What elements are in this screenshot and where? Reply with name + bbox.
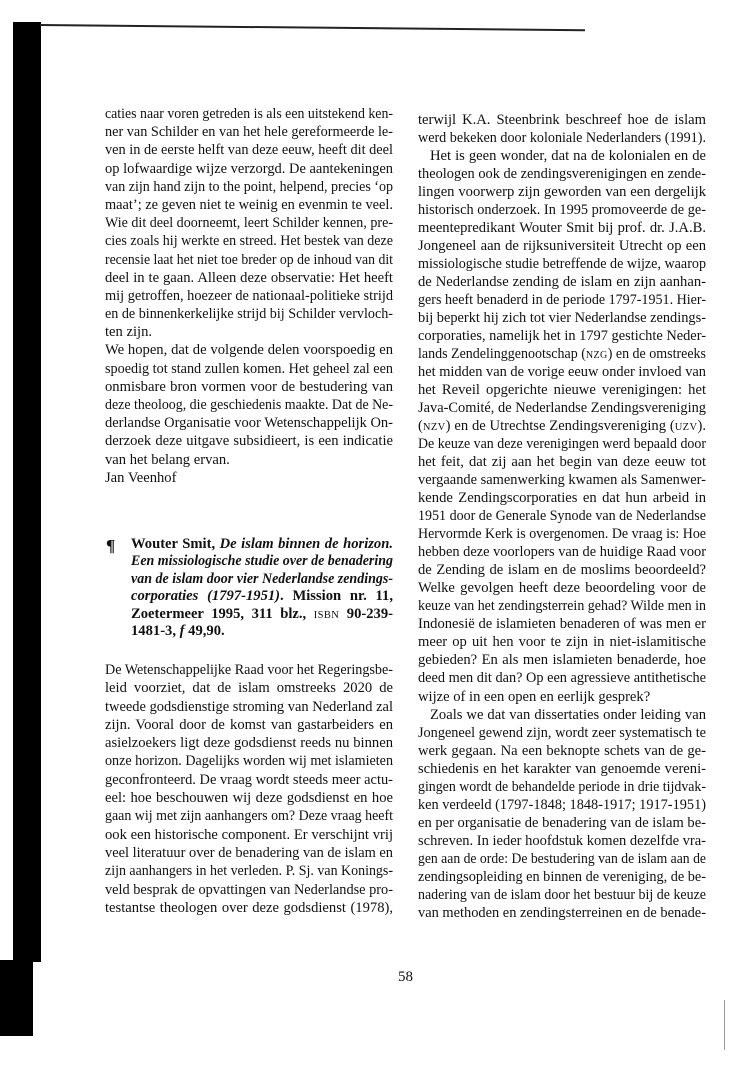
line-text: van methoden en zendingsterreinen en de benade- <box>418 904 706 921</box>
text-line <box>105 679 393 697</box>
small-caps-text: NZG <box>585 350 608 362</box>
line-text: derlandse Organisatie voor Wetenschappelijk On- <box>105 415 393 432</box>
small-caps-text: NZV <box>422 422 446 434</box>
line-text: deze theoloog, die geschiedenis maakte. Dat de Ne- <box>105 397 393 413</box>
text-line <box>105 698 393 716</box>
text-line <box>131 606 393 623</box>
line-text: historisch onderzoek. In 1995 promoveerde de ge- <box>418 202 706 219</box>
text-line <box>105 341 393 359</box>
text-line <box>131 623 393 640</box>
line-text: werd bekeken door koloniale Nederlanders (1991). <box>418 130 706 147</box>
line-text: werk gegaan. Na een beknopte schets van de ge- <box>418 742 706 759</box>
line-text: geconfronteerd. De vraag wordt steeds meer actu- <box>105 771 393 788</box>
text-line <box>105 661 393 679</box>
line-text: en per organisatie de benadering van de islam be- <box>418 814 706 831</box>
text-line <box>105 123 393 141</box>
text-line <box>418 129 706 147</box>
text-line <box>418 760 706 778</box>
text-line <box>418 543 706 561</box>
text-line <box>105 881 393 899</box>
text-line <box>418 886 706 904</box>
text-line <box>418 147 706 165</box>
line-text: Het is geen wonder, dat na de kolonialen en de <box>430 148 706 165</box>
text-line <box>105 826 393 844</box>
line-text: lingen voorwerp zijn geworden van een dergelijk <box>418 184 706 201</box>
line-text: deed men dit dan? Op een agressieve antithetische <box>418 670 706 687</box>
line-text: De keuze van deze verenigingen werd bepaald door <box>418 436 706 453</box>
line-text: Jan Veenhof <box>105 469 177 486</box>
text-line <box>105 862 393 880</box>
right-column-text <box>418 111 706 922</box>
text-line <box>418 453 706 471</box>
line-text-segment: 90-239- <box>339 605 394 622</box>
line-text: Wie dit deel doorneemt, leert Schilder kennen, pre- <box>105 215 393 232</box>
text-line <box>131 588 393 605</box>
line-text-segment: lands Zendelinggenootschap ( <box>418 346 586 363</box>
line-text: Jongeneel aan de rijksuniversiteit Utrecht op een <box>418 238 706 255</box>
text-line <box>418 579 706 597</box>
line-text-segment: van de islam door vier Nederlandse zendings- <box>131 570 393 587</box>
line-text: zijn aanhangers in het verleden. P. Sj. van Konings- <box>105 863 393 880</box>
line-text: leid voorziet, dat de islam omstreeks 2020 de <box>105 680 393 697</box>
line-text: recensie laat het niet toe breder op de inhoud van dit <box>105 251 393 268</box>
text-line <box>418 561 706 579</box>
text-line <box>105 451 393 469</box>
text-line <box>131 553 393 570</box>
text-line <box>105 899 393 917</box>
line-text: terwijl K.A. Steenbrink beschreef hoe de islam <box>418 112 706 128</box>
line-text: ner van Schilder en van het hele gereformeerde le- <box>105 124 393 141</box>
line-text: kende Zendingscorporaties en dat hun arbeid in <box>418 490 706 507</box>
line-text: schreven. In ieder hoofdstuk komen dezelfde vra- <box>418 832 706 849</box>
text-line <box>418 904 706 922</box>
text-line <box>418 814 706 832</box>
paragraph <box>105 469 393 487</box>
line-text: meer op uit hen voor te zijn in niet-islamitische <box>418 634 706 651</box>
pilcrow-marker: ¶ <box>106 536 116 555</box>
line-text-segment: ) en de Utrechtse Zendingsvereniging ( <box>445 418 675 435</box>
line-text: Hervormde Kerk is overgenomen. De vraag is: Hoe <box>418 526 706 543</box>
paragraph <box>418 111 706 147</box>
text-line <box>105 269 393 287</box>
text-line <box>418 237 706 255</box>
text-line <box>418 742 706 760</box>
paragraph <box>105 661 393 917</box>
text-line <box>418 850 706 868</box>
text-line <box>105 771 393 789</box>
text-line <box>418 381 706 399</box>
scan-edge-black-bar-lower <box>0 960 33 1036</box>
line-text: onze horizon. Dagelijks worden wij met islamieten <box>105 753 393 770</box>
line-text: meentepredikant Wouter Smit bij prof. dr. J.A.B. <box>418 220 706 237</box>
text-line <box>418 219 706 237</box>
text-line <box>105 232 393 250</box>
text-line <box>105 469 393 487</box>
line-text: derzoek deze uitgave subsidieert, is een indicatie <box>105 433 393 450</box>
line-text: hebben deze voorlopers van de huidige Raad voor <box>418 544 706 561</box>
line-text: ven in de eerste helft van deze eeuw, heeft dit deel <box>105 142 393 159</box>
scan-top-rule <box>40 24 585 31</box>
review-start-text <box>105 661 393 917</box>
line-text: deel in te gaan. Alleen deze observatie: Het heeft <box>105 269 393 286</box>
line-text: asielzoekers ligt deze godsdienst reeds nu binnen <box>105 735 393 752</box>
line-text: missiologische studie betreffende de wijze, waarop <box>418 256 706 273</box>
text-line <box>418 615 706 633</box>
line-text: 1951 door de Generale Synode van de Nederlandse <box>418 508 706 525</box>
line-text: corporaties, namelijk het in 1797 gestichte Neder- <box>418 328 706 345</box>
text-line <box>418 669 706 687</box>
line-text: van zijn hand zijn to the point, helpend, precies ‘op <box>105 178 393 195</box>
text-line <box>105 178 393 196</box>
line-text-segment: De islam binnen de horizon. <box>219 536 393 552</box>
line-text: testantse theologen over deze godsdienst (1978), <box>105 899 393 916</box>
line-text: ten zijn. <box>105 324 153 341</box>
text-line <box>105 432 393 450</box>
line-text: eel: hoe beschouwen wij deze godsdienst en hoe <box>105 790 393 807</box>
line-text-segment: ) en de omstreeks <box>607 346 706 363</box>
text-line <box>105 360 393 378</box>
text-line <box>418 399 706 417</box>
book-entry-heading <box>131 536 393 640</box>
text-line <box>105 160 393 178</box>
line-text-segment: 49,90. <box>184 622 225 639</box>
text-line <box>418 796 706 814</box>
text-line <box>105 807 393 825</box>
line-text: op lofwaardige wijze verzorgd. De aantekeningen <box>105 160 393 177</box>
line-text: De Wetenschappelijke Raad voor het Regeringsbe- <box>105 662 393 678</box>
text-line <box>105 305 393 323</box>
line-text: Jongeneel gewend zijn, wordt zeer systematisch te <box>418 724 706 741</box>
text-line <box>105 789 393 807</box>
text-line <box>418 868 706 886</box>
line-text: gers heeft benaderd in de periode 1797-1951. Hier- <box>418 292 706 309</box>
text-line <box>105 196 393 214</box>
line-text: ook een historische component. Er verschijnt vrij <box>105 826 393 843</box>
line-text-segment: corporaties (1797-1951) <box>131 588 281 605</box>
line-text: Java-Comité, de Nederlandse Zendingsvereniging <box>418 400 706 417</box>
text-line <box>418 201 706 219</box>
text-line <box>418 435 706 453</box>
text-line <box>105 734 393 752</box>
line-text: bij beperkt hij zich tot vier Nederlandse zendings- <box>418 310 706 327</box>
text-line <box>418 291 706 309</box>
scan-edge-mark <box>724 1000 725 1050</box>
text-line <box>105 378 393 396</box>
line-text: en de binnenkerkelijke strijd bij Schilder vervloch- <box>105 306 393 323</box>
line-text: nadering van de islam door het bestuur bij de keuze <box>418 886 706 903</box>
text-line <box>418 327 706 345</box>
line-text: veld besprak de opvattingen van Nederlandse pro- <box>105 881 393 898</box>
text-line <box>418 525 706 543</box>
text-line <box>418 651 706 669</box>
text-line <box>105 141 393 159</box>
text-line <box>418 165 706 183</box>
line-text: zendingsopleiding en binnen de vereniging, de be- <box>418 868 706 885</box>
paragraph <box>105 341 393 468</box>
text-line <box>418 633 706 651</box>
text-line <box>418 471 706 489</box>
line-text-segment: Zoetermeer 1995, 311 blz., <box>131 605 314 622</box>
page-number: 58 <box>398 969 413 985</box>
line-text: We hopen, dat de volgende delen voorspoedig en <box>105 342 393 359</box>
line-text: het midden van de vorige eeuw onder invloed van <box>418 364 706 381</box>
text-line <box>418 489 706 507</box>
text-line <box>105 716 393 734</box>
line-text: gebieden? En als men islamieten benaderde, hoe <box>418 652 706 669</box>
text-line <box>105 752 393 770</box>
text-line <box>418 724 706 742</box>
text-line <box>418 111 706 129</box>
text-line <box>418 597 706 615</box>
text-line <box>131 571 393 588</box>
line-text: keuze van het zendingsterrein gehad? Wilde men in <box>418 598 706 615</box>
text-line <box>105 105 393 123</box>
line-text-segment: ). <box>697 418 706 435</box>
line-text: de Nederlandse zending de islam en zijn aanhan- <box>418 274 706 291</box>
line-text: wijze of in een open en eerlijk gesprek? <box>418 688 651 705</box>
line-text-segment: f <box>179 622 185 639</box>
line-text: gen aan de orde: De bestudering van de islam aan de <box>418 850 706 867</box>
line-text-segment: . Mission nr. 11, <box>280 588 393 605</box>
text-line <box>131 536 393 553</box>
paragraph <box>418 147 706 705</box>
line-text: gaan wij met zijn aanhangers om? Deze vraag heeft <box>105 808 393 825</box>
line-text: Zoals we dat van dissertaties onder leiding van <box>430 706 706 723</box>
text-line <box>105 287 393 305</box>
line-text-segment: 1481-3, <box>131 622 180 639</box>
line-text: de Zending de islam en de moslims beoordeeld? <box>418 562 706 579</box>
line-text: onmisbare bron vormen voor de bestudering van <box>105 378 393 395</box>
text-line <box>418 273 706 291</box>
line-text: tweede godsdienstige stroming van Nederland zal <box>105 698 393 715</box>
paragraph <box>131 536 393 640</box>
text-line <box>105 396 393 414</box>
line-text: veel literatuur over de benadering van de islam en <box>105 844 393 861</box>
text-line <box>105 214 393 232</box>
line-text: van het belang ervan. <box>105 451 230 468</box>
text-line <box>418 507 706 525</box>
text-line <box>418 417 706 435</box>
line-text: mij getroffen, hoezeer de nationaal-politieke strijd <box>105 287 393 304</box>
line-text: vergaande samenwerking kwamen als Samenwer- <box>418 472 706 489</box>
line-text-segment: ( <box>418 418 423 435</box>
text-line <box>418 363 706 381</box>
line-text: Welke gevolgen heeft deze beoordeling voor de <box>418 580 706 597</box>
text-line <box>418 255 706 273</box>
line-text: zijn. Vooral door de komst van gastarbeiders en <box>105 716 393 733</box>
line-text-segment: Wouter Smit, <box>131 536 220 552</box>
line-text: Indonesië de islamieten benaderen of was men er <box>418 616 706 633</box>
line-text: maat’; ze geven niet te weinig en evenmin te veel. <box>105 196 393 213</box>
line-text: cies zoals hij werkte en streed. Het bestek van deze <box>105 233 393 250</box>
text-line <box>418 688 706 706</box>
line-text: schiedenis en het karakter van genoemde vereni- <box>418 760 706 777</box>
text-line <box>105 414 393 432</box>
line-text: gingen wordt de behandelde periode in drie tijdvak- <box>418 778 706 795</box>
small-caps-text: ISBN <box>313 609 340 621</box>
line-text: ken verdeeld (1797-1848; 1848-1917; 1917-1951) <box>418 796 706 813</box>
small-caps-text: UZV <box>674 422 698 434</box>
line-text: spoedig tot stand zullen komen. Het geheel zal een <box>105 360 393 377</box>
text-line <box>105 844 393 862</box>
text-line <box>105 251 393 269</box>
line-text: theologen ook de zendingsverenigingen en zende- <box>418 166 706 183</box>
scan-edge-black-bar <box>13 22 41 962</box>
paragraph <box>105 105 393 341</box>
text-line <box>105 323 393 341</box>
review-end-text <box>105 105 393 487</box>
paragraph <box>418 706 706 922</box>
text-line <box>418 183 706 201</box>
text-line <box>418 345 706 363</box>
text-line <box>418 832 706 850</box>
line-text: het Reveil opgerichte nieuwe verenigingen: het <box>418 382 706 399</box>
text-line <box>418 706 706 724</box>
line-text-segment: Een missiologische studie over de benadering <box>131 553 393 570</box>
text-line <box>418 778 706 796</box>
line-text: caties naar voren getreden is als een uitstekend ken- <box>105 106 393 122</box>
text-line <box>418 309 706 327</box>
line-text: het feit, dat zij aan het begin van deze eeuw tot <box>418 454 706 471</box>
